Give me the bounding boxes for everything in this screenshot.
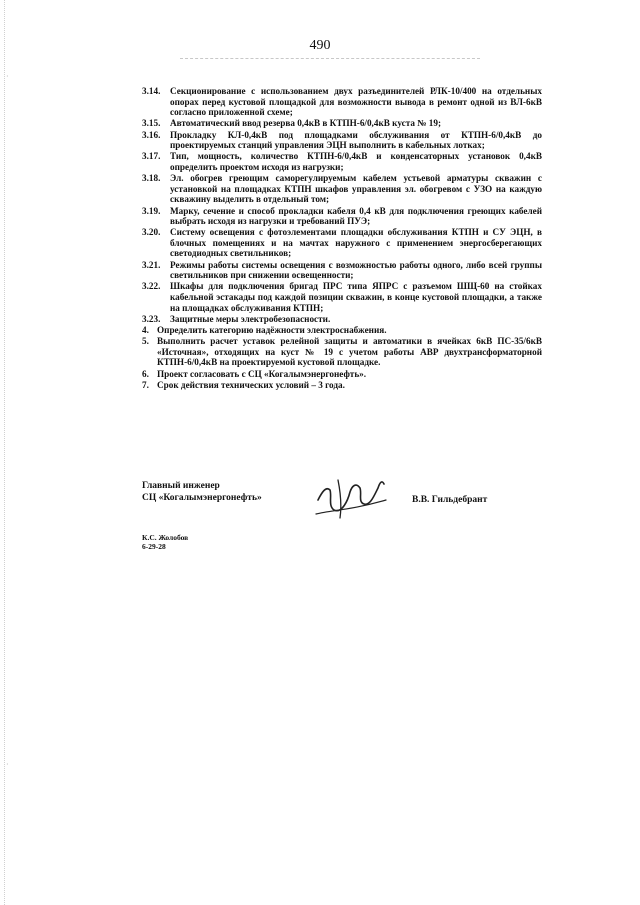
item-number: 6. (142, 368, 149, 379)
list-item (142, 325, 542, 336)
item-number: 3.22. (142, 281, 161, 292)
item-text: Выполнить расчет уставок релейной защиты и автоматики в ячейках 6кВ ПС-35/6кВ «Источная», отходящих на куст № 19 с учетом работы АВР двухтрансформаторной КТПН-6/0,4кВ на проектируемой кустовой площадке. (157, 336, 542, 368)
document-body (142, 86, 542, 391)
executor-info (142, 533, 188, 551)
scan-speck: · (6, 72, 9, 81)
list-item (142, 369, 542, 380)
item-number: 4. (142, 325, 149, 335)
item-text: Автоматический ввод резерва 0,4кВ в КТПН-6/0,4кВ куста № 19; (170, 118, 442, 129)
list-item (142, 130, 542, 151)
signatory-organization: СЦ «Когалымэнергонефть» (142, 493, 262, 503)
list-item (142, 227, 542, 259)
list-item (142, 151, 542, 172)
item-number: 3.20. (142, 227, 161, 238)
list-item (142, 86, 542, 118)
item-number: 3.18. (142, 173, 161, 184)
item-number: 3.17. (142, 151, 161, 162)
list-item (142, 206, 542, 227)
scan-artifact-line (180, 58, 480, 59)
item-number: 3.21. (142, 259, 161, 270)
list-item (142, 336, 542, 368)
item-text: Шкафы для подключения бригад ПРС типа ЯПРС с разъемом ШЩ-60 на стойках кабельной эстакады под каждой позиции скважин, в конце кустовой площадки, а также на площадках обслуживания КТПН; (170, 281, 542, 313)
scan-left-edge (4, 0, 5, 905)
item-text: Защитные меры электробезопасности. (170, 313, 331, 324)
item-number: 3.16. (142, 129, 161, 140)
list-item (142, 118, 542, 129)
item-text: Определить категорию надёжности электроснабжения. (157, 325, 387, 335)
list-item (142, 281, 542, 313)
item-text: Систему освещения с фотоэлементами площадки обслуживания КТПН и СУ ЭЦН, в блочных помещениях и на мачтах наружного с применением энергосберегающих светодиодных светильников; (170, 227, 542, 259)
handwritten-signature (312, 470, 390, 524)
item-text: Прокладку КЛ-0,4кВ под площадками обслуживания от КТПН-6/0,4кВ до проектируемых станций управления ЭЦН выполнить в кабельных лотках; (170, 129, 542, 151)
item-number: 3.15. (142, 118, 161, 129)
list-item (142, 380, 542, 391)
item-text: Режимы работы системы освещения с возможностью работы одного, либо всей группы светильников при снижении освещенности; (170, 259, 542, 281)
item-text: Тип, мощность, количество КТПН-6/0,4кВ и конденсаторных установок 0,4кВ определить проектом исходя из нагрузки; (170, 151, 542, 172)
item-number: 7. (142, 379, 149, 390)
item-text: Срок действия технических условий – 3 года. (157, 379, 345, 390)
list-item (142, 314, 542, 325)
item-text: Проект согласовать с СЦ «Когалымэнергонефть». (157, 368, 367, 379)
signatory-name: В.В. Гильдебрант (412, 495, 488, 505)
item-text: Секционирование с использованием двух разъединителей РЛК-10/400 на отдельных опорах перед кустовой площадкой для возможности вывода в ремонт одной из ВЛ-6кВ согласно приложенной схеме; (170, 86, 542, 118)
item-number: 3.23. (142, 313, 161, 324)
signatory-title: Главный инженер (142, 481, 220, 491)
scan-speck: · (6, 760, 9, 769)
item-number: 5. (142, 336, 149, 347)
item-text: Марку, сечение и способ прокладки кабеля 0,4 кВ для подключения греющих кабелей выбрать исходя из нагрузки и требований ПУЭ; (170, 205, 542, 227)
item-number: 3.19. (142, 205, 161, 216)
list-item (142, 260, 542, 281)
list-item (142, 173, 542, 205)
page-number: 490 (309, 38, 331, 53)
executor-name: К.С. Жолобов (142, 533, 189, 542)
item-text: Эл. обогрев греющим саморегулируемым кабелем устьевой арматуры скважин с установкой на площадках КТПН шкафов управления эл. обогревом с УЗО на каждую скважину выделить в отдельный том; (170, 173, 542, 205)
executor-phone: 6-29-28 (142, 542, 166, 551)
item-number: 3.14. (142, 86, 161, 96)
